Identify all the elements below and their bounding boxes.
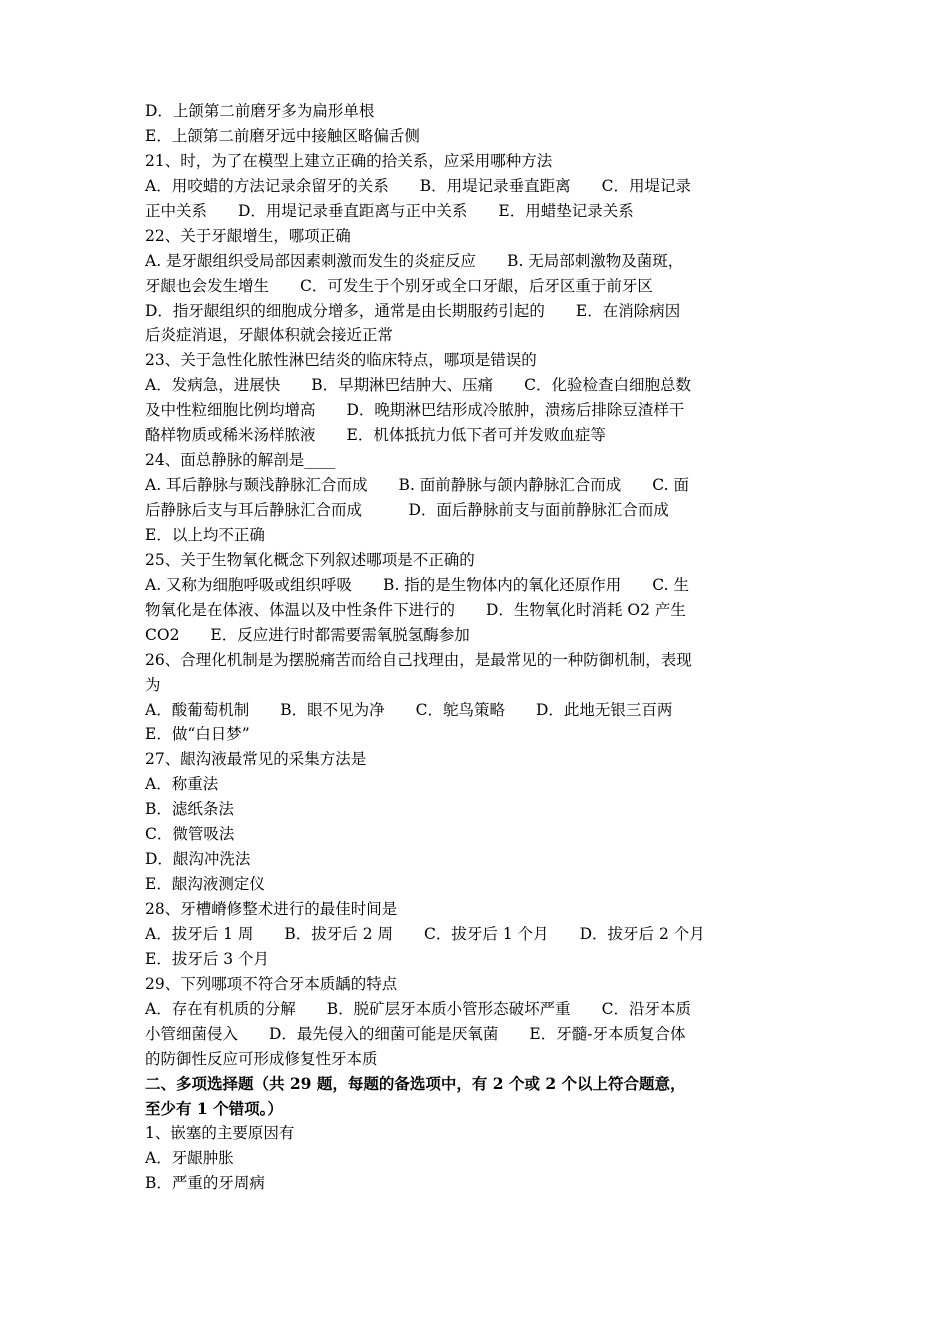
text-line: A．称重法: [145, 775, 219, 794]
text-line: 为: [145, 675, 161, 694]
text-line: 25、关于生物氧化概念下列叙述哪项是不正确的: [145, 550, 475, 569]
text-line: E．上颌第二前磨牙远中接触区略偏舌侧: [145, 126, 420, 145]
text-line: 后静脉后支与耳后静脉汇合而成 D．面后静脉前支与面前静脉汇合而成: [145, 501, 669, 519]
text-line: D．上颌第二前磨牙多为扁形单根: [145, 102, 375, 120]
text-line: A. 是牙龈组织受局部因素刺激而发生的炎症反应 B. 无局部刺激物及菌斑，: [145, 251, 684, 270]
text-line: 后炎症消退，牙龈体积就会接近正常: [145, 326, 394, 345]
section-heading-line: 二、多项选择题（共 29 题，每题的备选项中，有 2 个或 2 个以上符合题意，: [145, 1073, 686, 1093]
text-line: A．拔牙后 1 周 B．拔牙后 2 周 C．拔牙后 1 个月 D．拔牙后 2 个月: [145, 924, 705, 943]
text-line: A．发病急，进展快 B．早期淋巴结肿大、压痛 C．化验检查白细胞总数: [145, 376, 691, 395]
text-line: 23、关于急性化脓性淋巴结炎的临床特点，哪项是错误的: [145, 351, 537, 370]
text-line: CO2 E．反应进行时都需要需氧脱氢酶参加: [145, 625, 470, 644]
text-line: A．用咬蜡的方法记录余留牙的关系 B．用堤记录垂直距离 C．用堤记录: [145, 176, 691, 195]
text-line: C．微管吸法: [145, 825, 235, 844]
text-line: 1、嵌塞的主要原因有: [145, 1124, 295, 1143]
text-line: 及中性粒细胞比例均增高 D．晚期淋巴结形成冷脓肿，溃疡后排除豆渣样干: [145, 401, 685, 420]
text-line: B．严重的牙周病: [145, 1174, 265, 1193]
text-line: 27、龈沟液最常见的采集方法是: [145, 750, 367, 769]
text-line: 21、时，为了在模型上建立正确的拾关系，应采用哪种方法: [145, 151, 553, 170]
text-line: E．以上均不正确: [145, 525, 265, 544]
text-line: E．拔牙后 3 个月: [145, 949, 270, 968]
text-line: A. 又称为细胞呼吸或组织呼吸 B. 指的是生物体内的氧化还原作用 C. 生: [145, 575, 689, 594]
text-line: E．做“白日梦”: [145, 725, 250, 744]
text-line: D．指牙龈组织的细胞成分增多，通常是由长期服药引起的 E．在消除病因: [145, 301, 681, 320]
section-heading-line: 至少有 1 个错项。）: [145, 1098, 283, 1118]
text-line: A．酸葡萄机制 B．眼不见为净 C．鸵鸟策略 D．此地无银三百两: [145, 700, 673, 719]
text-line: 物氧化是在体液、体温以及中性条件下进行的 D．生物氧化时消耗 O2 产生: [145, 600, 686, 619]
text-line: 26、合理化机制是为摆脱痛苦而给自己找理由，是最常见的一种防御机制，表现: [145, 650, 692, 669]
text-line: A．存在有机质的分解 B．脱矿层牙本质小管形态破坏严重 C．沿牙本质: [145, 999, 691, 1018]
document-page: [145, 99, 813, 1196]
text-line: 24、面总静脉的解剖是____: [145, 451, 336, 470]
text-line: 酪样物质或稀米汤样脓液 E．机体抵抗力低下者可并发败血症等: [145, 426, 606, 445]
text-line: 的防御性反应可形成修复性牙本质: [145, 1049, 378, 1068]
text-line: 牙龈也会发生增生 C．可发生于个别牙或全口牙龈，后牙区重于前牙区: [145, 276, 653, 295]
text-line: 22、关于牙龈增生，哪项正确: [145, 226, 351, 245]
text-line: E．龈沟液测定仪: [145, 875, 265, 894]
text-line: B．滤纸条法: [145, 800, 234, 819]
text-line: 28、牙槽嵴修整术进行的最佳时间是: [145, 900, 398, 918]
text-line: 正中关系 D．用堤记录垂直距离与正中关系 E．用蜡垫记录关系: [145, 201, 634, 220]
text-line: D．龈沟冲洗法: [145, 850, 251, 869]
text-line: A. 耳后静脉与颞浅静脉汇合而成 B. 面前静脉与颌内静脉汇合而成 C. 面: [145, 476, 689, 495]
text-line: 小管细菌侵入 D．最先侵入的细菌可能是厌氧菌 E．牙髓-牙本质复合体: [145, 1024, 686, 1043]
text-line: 29、下列哪项不符合牙本质龋的特点: [145, 974, 398, 993]
text-line: A．牙龈肿胀: [145, 1149, 234, 1168]
